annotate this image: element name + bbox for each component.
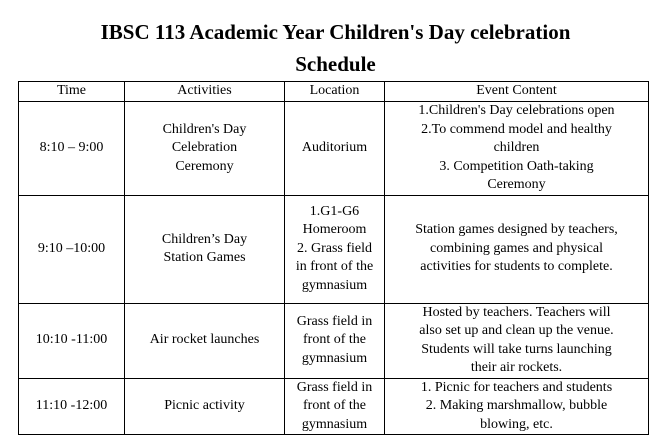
schedule-table bbox=[18, 81, 649, 435]
time-cell: 8:10 – 9:00 bbox=[19, 102, 125, 196]
activity-cell bbox=[125, 303, 285, 378]
activity-line: Picnic activity bbox=[164, 398, 245, 413]
activity-line: Children's Day bbox=[162, 121, 247, 137]
header-time: Time bbox=[19, 82, 125, 102]
location-line: front of the bbox=[303, 398, 366, 413]
activity-cell bbox=[125, 378, 285, 435]
activity-line: Celebration bbox=[171, 140, 238, 155]
location-line: 1.G1-G6 bbox=[309, 203, 360, 219]
activity-line: Children’s Day bbox=[161, 231, 248, 247]
page-title: IBSC 113 Academic Year Children's Day celebration bbox=[100, 20, 571, 44]
location-line: Homeroom bbox=[302, 222, 367, 238]
content-line: Ceremony bbox=[487, 177, 546, 192]
location-line: gymnasium bbox=[301, 416, 368, 432]
activity-line: Air rocket launches bbox=[149, 332, 260, 348]
location-line: Grass field in bbox=[296, 313, 373, 329]
content-line: Students will take turns launching bbox=[421, 341, 612, 357]
content-line: 2. Making marshmallow, bubble bbox=[425, 398, 608, 413]
location-line: front of the bbox=[303, 332, 366, 348]
header-location: Location bbox=[285, 82, 385, 102]
content-cell bbox=[385, 195, 649, 303]
activity-line: Ceremony bbox=[175, 158, 234, 174]
content-line: 1.Children's Day celebrations open bbox=[418, 103, 615, 118]
content-line: their air rockets. bbox=[470, 360, 563, 375]
header-activities: Activities bbox=[125, 82, 285, 102]
location-line: Auditorium bbox=[301, 140, 368, 155]
content-line: Station games designed by teachers, bbox=[415, 222, 618, 238]
content-cell bbox=[385, 102, 649, 196]
location-cell bbox=[285, 102, 385, 196]
content-line: Hosted by teachers. Teachers will bbox=[422, 304, 611, 320]
location-line: gymnasium bbox=[301, 350, 368, 366]
content-line: 3. Competition Oath-taking bbox=[439, 158, 594, 174]
header-row bbox=[19, 82, 649, 102]
content-line: blowing, etc. bbox=[480, 416, 553, 432]
content-line: activities for students to complete. bbox=[420, 259, 613, 275]
location-line: 2. Grass field bbox=[296, 240, 373, 256]
time-cell: 10:10 -11:00 bbox=[19, 303, 125, 378]
location-line: Grass field in bbox=[296, 379, 373, 395]
time-cell: 11:10 -12:00 bbox=[19, 378, 125, 435]
content-line: children bbox=[493, 140, 540, 155]
time-cell: 9:10 –10:00 bbox=[19, 195, 125, 303]
table-row bbox=[19, 195, 649, 303]
content-cell bbox=[385, 378, 649, 435]
location-line: in front of the bbox=[295, 259, 374, 275]
content-line: also set up and clean up the venue. bbox=[419, 323, 614, 338]
activity-line: Station Games bbox=[163, 250, 246, 265]
header-event-content: Event Content bbox=[385, 82, 649, 102]
location-line: gymnasium bbox=[301, 277, 368, 293]
activity-cell bbox=[125, 195, 285, 303]
location-cell bbox=[285, 378, 385, 435]
location-cell bbox=[285, 195, 385, 303]
activity-cell bbox=[125, 102, 285, 196]
location-cell bbox=[285, 303, 385, 378]
table-row bbox=[19, 303, 649, 378]
content-line: 2.To commend model and healthy bbox=[421, 121, 612, 137]
table-row bbox=[19, 378, 649, 435]
table-row bbox=[19, 102, 649, 196]
content-cell bbox=[385, 303, 649, 378]
content-line: combining games and physical bbox=[429, 240, 604, 256]
content-line: 1. Picnic for teachers and students bbox=[420, 379, 613, 395]
page-subtitle: Schedule bbox=[295, 52, 376, 76]
